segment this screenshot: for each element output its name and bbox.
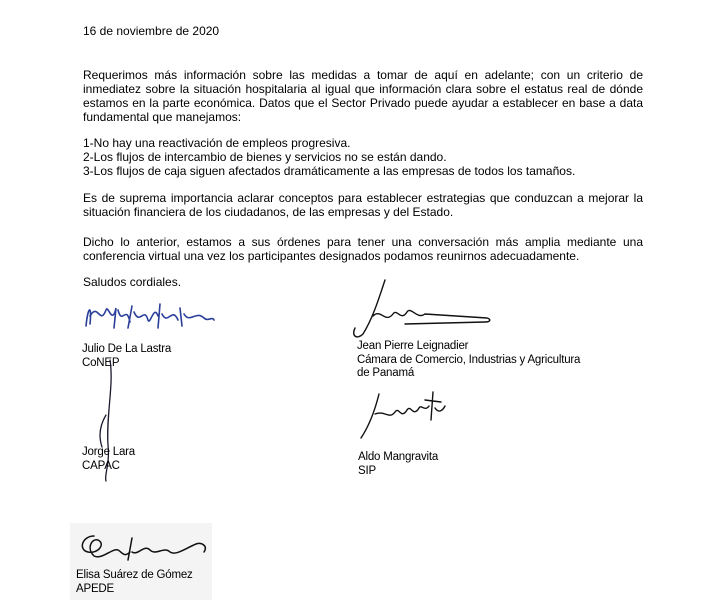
signatory-name: Elisa Suárez de Gómez xyxy=(76,569,193,581)
points-list xyxy=(83,136,575,178)
signatory-org: Cámara de Comercio, Industrias y Agricultura xyxy=(357,353,581,366)
signatory-name: Jean Pierre Leignadier xyxy=(357,340,469,352)
signatory-name: Julio De La Lastra xyxy=(82,343,172,355)
signatory-elisa xyxy=(76,569,193,596)
closing-salutation: Saludos cordiales. xyxy=(83,275,182,289)
signatory-name: Jorge Lara xyxy=(82,446,135,458)
signatory-org: de Panamá xyxy=(357,367,415,379)
paragraph-offer: Dicho lo anterior, estamos a sus órdenes para tener una conversación más amplia mediante una conferencia virtual una vez los participantes designados podamos reunirnos adecuadamente. xyxy=(83,235,643,263)
paragraph-request: Requerimos más información sobre las medidas a tomar de aquí en adelante; con un criterio de inmediatez sobre la situación hospitalaria al igual que información clara sobre el estatus real de dónde estamos en la parte económica. Datos que el Sector Privado puede ayudar a establecer en base a data fundamental que manejamos: xyxy=(83,68,643,124)
signatory-name: Aldo Mangravita xyxy=(358,451,439,463)
letter-date: 16 de noviembre de 2020 xyxy=(83,24,220,38)
signatory-org: CoNEP xyxy=(82,356,120,369)
list-item: 2-Los flujos de intercambio de bienes y servicios no se están dando. xyxy=(83,150,447,164)
signatory-org: APEDE xyxy=(76,582,114,595)
signature-jean-pierre xyxy=(345,278,495,342)
signatory-org: SIP xyxy=(358,464,376,477)
signature-julio xyxy=(78,296,218,336)
signatory-org: CAPAC xyxy=(82,459,120,472)
paragraph-importance: Es de suprema importancia aclarar conceptos para establecer estrategias que conduzcan a mejorar la situación financiera de los ciudadanos, de las empresas y del Estado. xyxy=(83,191,643,219)
signature-aldo xyxy=(355,390,450,442)
signature-elisa xyxy=(72,526,212,572)
signatory-jorge xyxy=(82,446,135,473)
signatory-jean-pierre xyxy=(357,340,580,381)
list-item: 3-Los flujos de caja siguen afectados dramáticamente a las empresas de todos los tamaños. xyxy=(83,164,576,178)
signatory-aldo xyxy=(358,451,438,478)
list-item: 1-No hay una reactivación de empleos progresiva. xyxy=(83,136,351,150)
